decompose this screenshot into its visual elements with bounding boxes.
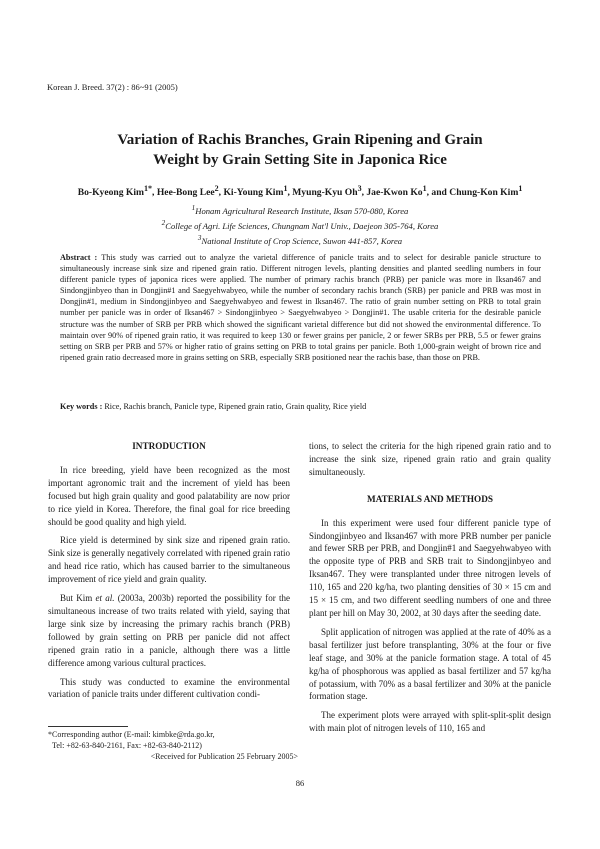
keywords (60, 402, 541, 411)
keywords-label: Key words : (60, 402, 103, 411)
et-al: et al. (95, 593, 115, 604)
left-column (48, 440, 290, 707)
affiliation-2 (40, 217, 560, 232)
paragraph (48, 592, 290, 669)
journal-reference: Korean J. Breed. 37(2) : 86~91 (2005) (47, 82, 178, 92)
author-sup: 1 (518, 184, 523, 193)
paragraph: This study was conducted to examine the environmental variation of panicle traits under different cultivation condi- (48, 676, 290, 700)
introduction-heading: INTRODUCTION (132, 441, 206, 451)
footnote-line: *Corresponding author (E-mail: kimbke@rda.go.kr, (48, 730, 215, 739)
paragraph: In rice breeding, yield have been recognized as the most important agronomic trait and the increment of yield has been focused but high grain quality and good palatability are now prior to rice yield in Korea. Therefore, the final goal for rice breeding should be good quality and high yield. (48, 464, 290, 527)
paper-title (40, 130, 560, 170)
paragraph-continued: tions, to select the criteria for the high ripened grain ratio and to increase the sink size, ripened grain ratio and grain quality simultaneously. (309, 441, 551, 477)
paragraph: In this experiment were used four different panicle type of Sindongjinbyeo and Iksan467 with more PRB number per panicle and fewer SRB per PRB, and Dongjin#1 and Saegyehwabyeo with the opposite type of PRB and SRB trait to Sindongjinbyeo and Iksan467. They were transplanted under three nitrogen levels of 110, 165 and 220 kg/ha, two planting densities of 30 × 15 cm and 15 × 15 cm, and two different seedling numbers of one and three plant per hill on May 30, 2002, at 30 days after the seeding date. (309, 517, 551, 618)
author-sup: 1 (422, 184, 427, 193)
author-sup: 2 (214, 184, 219, 193)
affiliation-sup: 3 (197, 233, 202, 242)
keywords-text: Rice, Rachis branch, Panicle type, Ripened grain ratio, Grain quality, Rice yield (104, 402, 367, 411)
author: Chung-Kon Kim (449, 187, 519, 199)
affiliations (40, 202, 560, 247)
abstract-label: Abstract : (60, 253, 98, 262)
paragraph: Rice yield is determined by sink size and ripened grain ratio. Sink size is generally negatively correlated with ripened grain ratio and head rice ratio, which has caused barrier to the simultaneous improvement of rice yield and grain quality. (48, 535, 290, 585)
author: Bo-Kyeong Kim (77, 187, 145, 199)
author: Jae-Kwon Ko (366, 187, 423, 199)
affiliation-3 (40, 232, 560, 247)
affiliation-text: Honam Agricultural Research Institute, Iksan 570-080, Korea (195, 205, 409, 216)
affiliation-1 (40, 202, 560, 217)
paragraph-text: (2003a, 2003b) reported the possibility for the simultaneous increase of two traits related with yield, saying that large sink size by increasing the primary rachis branch (PRB) followed by grain setting on PRB per panicle did not affect ripened grain ratio in a panicle, although there was a little difference among various cultural practices. (48, 593, 291, 668)
page-number: 86 (295, 778, 305, 788)
author-conjunction: and (431, 187, 447, 199)
footnote-rule (48, 726, 128, 727)
author: Ki-Young Kim (223, 187, 284, 199)
corresponding-mark: * (148, 184, 153, 193)
methods-heading: MATERIALS AND METHODS (367, 493, 493, 504)
received-date: <Received for Publication 25 February 2005> (150, 752, 298, 761)
right-column (309, 440, 551, 741)
footnote (48, 729, 298, 762)
paragraph: The experiment plots were arrayed with split-split-split design with main plot of nitrogen levels of 110, 165 and (309, 710, 551, 734)
affiliation-sup: 1 (191, 204, 196, 212)
author-sup: 1 (283, 184, 288, 193)
author-sup: 3 (357, 184, 362, 193)
paragraph: Split application of nitrogen was applied at the rate of 40% as a basal fertilizer just before transplanting, 30% at the four or five leaf stage, and 30% at the panicle formation stage. A total of 45 kg/ha of phosphorous was applied as basal fertilizer and 57 kg/ha of potassium, with 70% as a basal fertilizer and 30% at the panicle formation stage. (309, 626, 551, 702)
author-sup: 1 (144, 184, 149, 193)
abstract (60, 252, 541, 363)
title-line-2: Weight by Grain Setting Site in Japonica Rice (153, 152, 447, 168)
title-line-1: Variation of Rachis Branches, Grain Ripening and Grain (117, 132, 483, 148)
citation-author: But Kim (60, 593, 93, 604)
author-list: Bo-Kyeong Kim$^{1*}$, Hee-Bong Lee$^2$, Ki-Young Kim$^1$, Myung-Kyu Oh$^3$, Jae-Kwon Ko$^1$, and Chung-Kon Kim$^1$ (77, 184, 523, 199)
footnote-line: Tel: +82-63-840-2161, Fax: +82-63-840-2112) (52, 741, 202, 750)
author: Hee-Bong Lee (156, 187, 215, 199)
author: Myung-Kyu Oh (292, 187, 358, 199)
affiliation-text: College of Agri. Life Sciences, Chungnam Nat'l Univ., Daejeon 305-764, Korea (165, 220, 439, 231)
abstract-text: This study was carried out to analyze the varietal difference of panicle traits and to select for desirable panicle structure to simultaneously increase sink size and ripened grain ratio. Different nitrogen levels, planting densities and planted seedling numbers in four different panicle types of japonica rices were applied. The number of primary rachis branch (PRB) per panicle was more in Iksan467 and Sindongjinbyeo than in Dongjin#1 and Saegyehwabyeo, while the number of secondary rachis branch (SRB) per panicle and PRB was most in Dongjin#1, medium in Sindongjinbyeo and Saegyehwabyeo and fewest in Iksan467. The ratio of grain number setting on PRB to total grain number per panicle was in order of Iksan467 > Sindongjinbyeo > Saegyehwabyeo > Dongjin#1. The usable criteria for the desirable panicle structure was the number of SRB per PRB which showed the significant varietal difference but did not showed the environmental difference. To maintain over 90% of ripened grain ratio, it was required to keep 130 or fewer grains per panicle, 2 or fewer SRBs per PRB, 5.5 or fewer grains setting on SRB per PRB and 57% or higher ratio of grains setting on PRB to total grains per panicle. Both 1,000-grain weight of brown rice and ripened grain ratio decreased more in grains setting on SRB, especially SRB positioned near the rachis base, than those on PRB. (60, 253, 541, 362)
affiliation-text: National Institute of Crop Science, Suwon 441-857, Korea (201, 235, 403, 246)
affiliation-sup: 2 (161, 218, 166, 227)
